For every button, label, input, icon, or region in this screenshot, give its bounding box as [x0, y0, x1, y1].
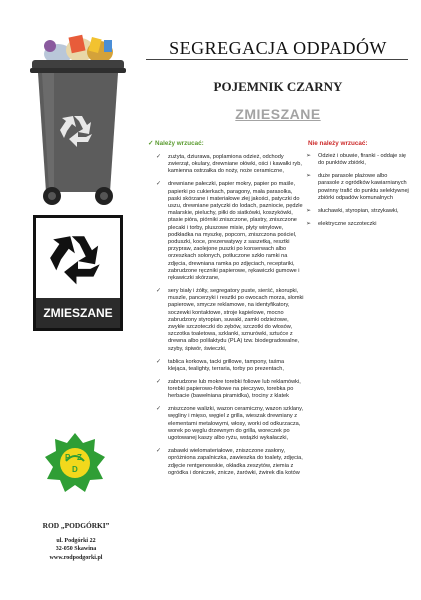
arrow-bullet-icon: ➢: [306, 173, 312, 180]
logo-letter-z: Z: [77, 453, 82, 462]
title-divider: [146, 59, 408, 60]
check-icon: ✓: [156, 358, 162, 365]
list-item: ✓ zniszczone walizki, wazon ceramiczny, wazon szklany, węgliny i mięso, węgiel z grilla, wieszak drewniany z elementami metalowymi, włosy, worki od odkurzacza, worek po węglu drzewnym do grilla, woreczek po ugotowanej kaszy albo ryżu, wstążki wykałaczki,: [156, 406, 304, 442]
list-item: ➢ duże parasole plażowe albo parasole z ogródków kawiarnianych powinny trafić do punktu selektywnej zbiórki odpadów komunalnych: [306, 173, 409, 201]
recycle-icon: [36, 218, 120, 298]
list-item: ✓ tablica korkowa, tacki grillowe, tampony, taśma klejąca, tealighty, terraria, torby po prezentach,: [156, 358, 285, 372]
list-item: ✓ sery biały i żółty, segregatory puste, sierść, skorupki, muszle, pancerzyki i resztki po owocach morza, słomki papierowe, smycze reklamowe, na identyfikatory, soczewki kontaktowe, stroje kąpielowe, mocno zabrudzony styropian, suwaki, zamki odzieżowe, zwykłe szczoteczki do zębów, szczotki do włosów, szczotka toaletowa, szklanki, sznurówki, sztućce z drewna albo polilaktydu (PLA) tzw. biodegradowalne, szyby, śpiwór, świeczki,: [156, 288, 304, 352]
list-item: ✓ zabrudzone lub mokre torebki foliowe lub reklamówki, torebki papierowo-foliowe na pieczywo, torebka po herbacie (bawełniana piramidka), trociny z klatek: [156, 378, 301, 400]
page-title: SEGREGACJA ODPADÓW: [169, 38, 387, 58]
check-icon: ✓: [156, 288, 162, 295]
list-item: ✓ zużyta, dziurawa, poplamiona odzież, odchody zwierząt, okulary, drewniane ołówki, ości i kawałki ryb, kamienna ostrzałka do noży, noże ceramiczne,: [156, 154, 302, 175]
check-icon: ✓: [156, 181, 162, 188]
list-item: ➢ Odzież i obuwie, firanki - oddaje się do punktów zbiórki,: [306, 153, 406, 167]
organization-name: ROD „PODGÓRKI”: [42, 521, 110, 530]
check-icon: ✓: [148, 140, 154, 147]
container-subtitle: POJEMNIK CZARNY: [213, 79, 343, 94]
arrow-bullet-icon: ➢: [306, 207, 312, 214]
organization-website: www.rodpodgorki.pl: [49, 554, 103, 561]
list-item: ➢ słuchawki, styropian, strzykawki,: [306, 207, 399, 214]
waste-category: ZMIESZANE: [235, 106, 321, 122]
organization-city: 32-050 Skawina: [55, 546, 97, 553]
organization-street: ul. Podgórki 22: [56, 538, 96, 544]
sign-label: ZMIESZANE: [36, 298, 120, 328]
logo-letter-d: D: [72, 465, 78, 474]
mixed-waste-sign: [33, 215, 123, 331]
list-item: ✓ zabawki wielomateriałowe, zniszczone zasłony, opróżniona zapalniczka, zawieszka do toalety, zdjęcia, zdjęcie rentgenowskie, okładka zeszytów, ziemia z ogródka i doniczek, znicze, żarówki, żwirek dla kotów: [156, 448, 303, 476]
list-item: ➢ elektryczne szczoteczki: [306, 220, 377, 227]
organization-address: [20, 537, 132, 562]
check-icon: ✓: [156, 378, 162, 385]
allowed-heading: ✓ Należy wrzucać:: [148, 140, 204, 147]
list-item: ✓ drewniane pałeczki, papier mokry, papier po maśle, papierki po cukierkach, paragony, mała parasolka, paski skórzane i materiałowe złej jakości, patyczki do uszu, drewniane patyczki do lodach, pazniocie, pędzle malarskie, pieluchy, piłki do siatkówki, koszykówki, ptasie pióra, piórniki zniszczone, plastry, zniszczone plecaki i torby, pluszowe misie, płyty winylowe, podkładka na myszkę, popcorn, zniszczona pościel, poduszki, koce, prezerwatywy z saszetką, resztki przypraw, zaolejone puszki po konserwach albo orzeszkach solonych, potłuczone szkło ramki na zdjęcia, drewniana ramka po zdjęciach, receptariki, zabrudzone ręczniki papierowe, rękawiczki gumowe i rękawiczki skórzane,: [156, 181, 303, 282]
check-icon: ✓: [156, 154, 162, 160]
logo-letter-p: P: [65, 453, 71, 462]
pzd-logo: [44, 432, 106, 494]
allowed-list: [156, 154, 304, 483]
forbidden-heading: Nie należy wrzucać:: [308, 140, 368, 147]
check-icon: ✓: [156, 448, 162, 455]
forbidden-list: [306, 153, 410, 234]
black-bin-illustration: [30, 32, 126, 208]
arrow-bullet-icon: ➢: [306, 153, 312, 159]
check-icon: ✓: [156, 406, 162, 413]
arrow-bullet-icon: ➢: [306, 220, 312, 227]
